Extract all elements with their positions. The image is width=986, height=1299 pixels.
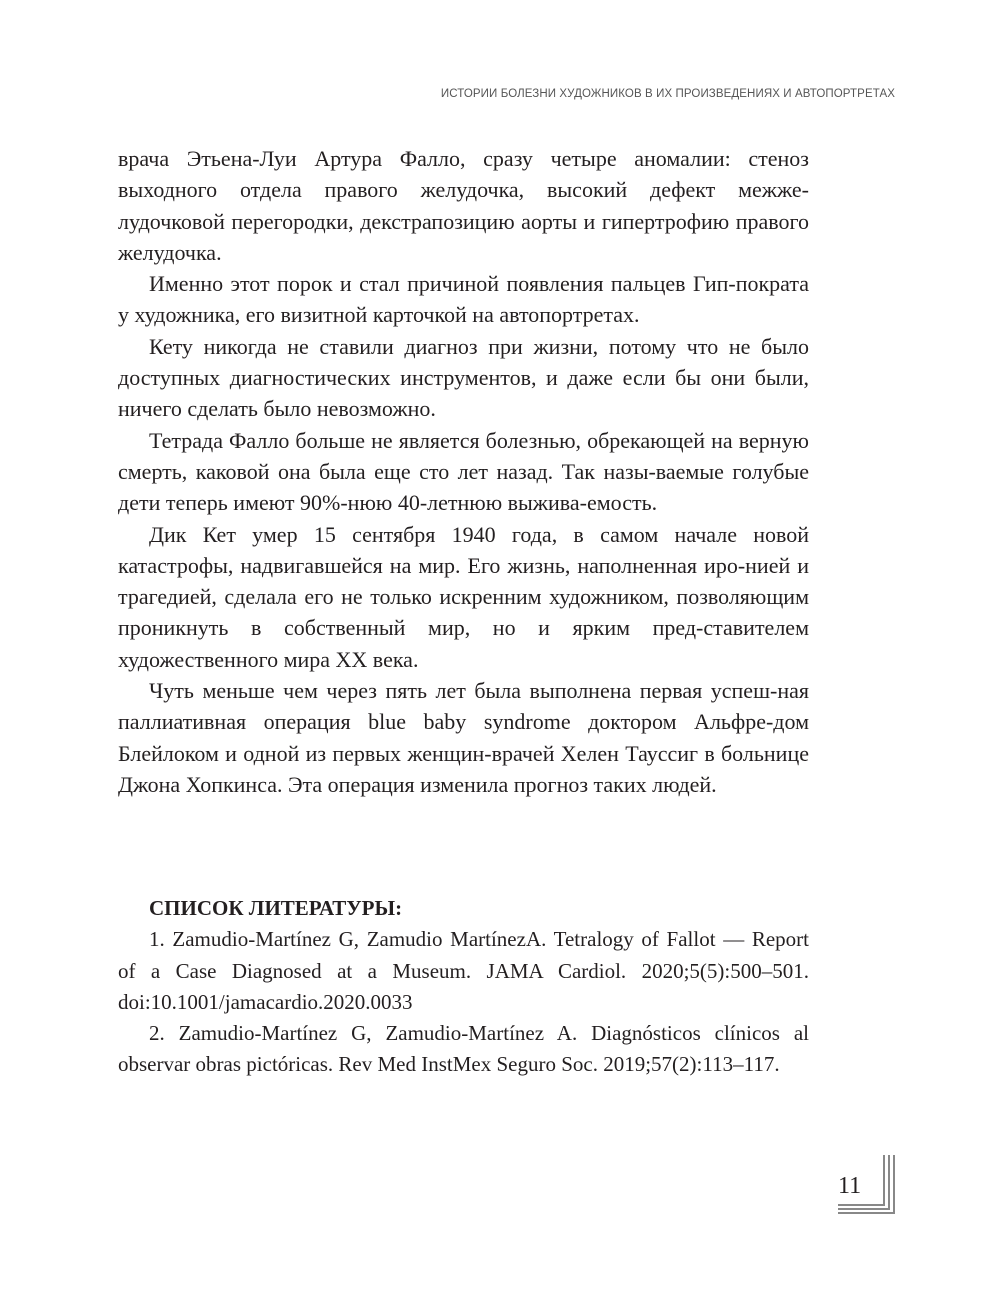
references-heading: СПИСОК ЛИТЕРАТУРЫ: — [149, 896, 403, 920]
page-number: 11 — [838, 1173, 862, 1199]
page-number-box — [838, 1155, 894, 1211]
page-number-rule — [893, 1155, 895, 1214]
page-number-rule — [838, 1212, 894, 1214]
paragraph: Тетрада Фалло больше не является болезнью, обрекающей на верную смерть, каковой она была еще сто лет назад. Так назы-ваемые голубые дети теперь имеют 90%-нюю 40-летнюю выжива-емость. — [118, 427, 809, 516]
main-text — [118, 143, 809, 800]
page-number-rule — [888, 1155, 890, 1210]
page-number-rule — [838, 1204, 884, 1206]
paragraph: врача Этьена-Луи Артура Фалло, сразу четыре аномалии: стеноз выходного отдела правого желудочка, высокий дефект межже-лудочковой перегородки, декстрапозицию аорты и гипертрофию правого желудочка. — [118, 146, 809, 265]
running-header: ИСТОРИИ БОЛЕЗНИ ХУДОЖНИКОВ В ИХ ПРОИЗВЕДЕНИЯХ И АВТОПОРТРЕТАХ — [440, 88, 895, 100]
paragraph: Именно этот порок и стал причиной появления пальцев Гип-пократа у художника, его визитной карточкой на автопортретах. — [118, 271, 809, 328]
page-number-rule — [838, 1208, 889, 1210]
paragraph: Кету никогда не ставили диагноз при жизни, потому что не было доступных диагностических инструментов, и даже если бы они были, ничего сделать было невозможно. — [118, 333, 809, 422]
references-section — [118, 893, 809, 1081]
paragraph: Чуть меньше чем через пять лет была выполнена первая успеш-ная паллиативная операция blue baby syndrome доктором Альфре-дом Блейлоком и одной из первых женщин-врачей Хелен Тауссиг в больнице Джона Хопкинса. Эта операция изменила прогноз таких людей. — [118, 678, 809, 797]
paragraph: Дик Кет умер 15 сентября 1940 года, в самом начале новой катастрофы, надвигавшейся на мир. Его жизнь, наполненная иро-нией и трагедией, сделала его не только искренним художником, позволяющим проникнуть в собственный мир, но и ярким пред-ставителем художественного мира XX века. — [118, 521, 809, 672]
reference-item: 1. Zamudio-Martínez G, Zamudio MartínezA. Tetralogy of Fallot — Report of a Case Diagnosed at a Museum. JAMA Cardiol. 2020;5(5):500–501. doi:10.1001/jamacardio.2020.0033 — [118, 927, 809, 1014]
reference-item: 2. Zamudio-Martínez G, Zamudio-Martínez A. Diagnósticos clínicos al observar obras pictóricas. Rev Med InstMex Seguro Soc. 2019;57(2):113–117. — [118, 1021, 809, 1077]
page-number-rule — [883, 1155, 885, 1206]
